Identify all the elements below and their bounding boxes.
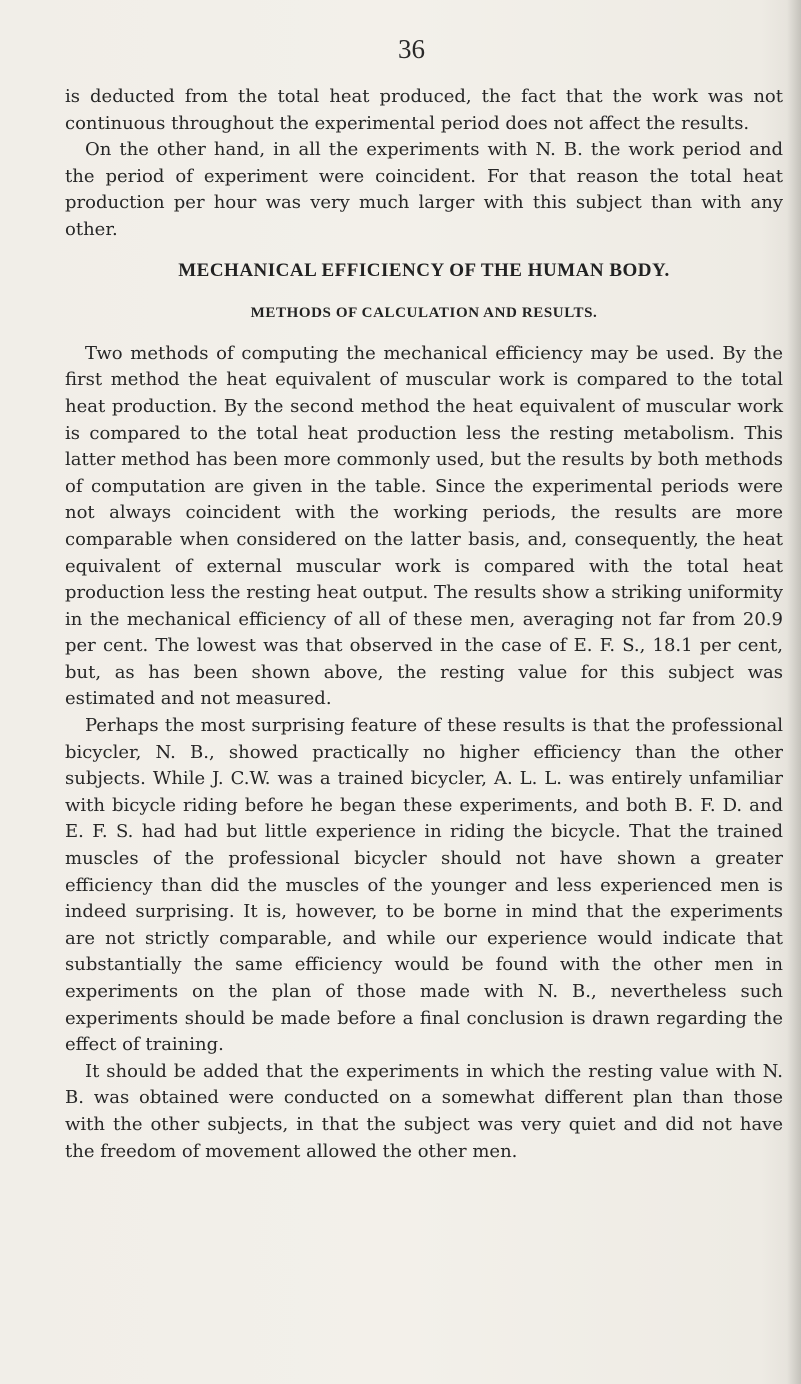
page-number: 36 [398,34,425,64]
page-body [65,84,783,1165]
section-heading: MECHANICAL EFFICIENCY OF THE HUMAN BODY. [178,259,670,281]
section-subheading: METHODS OF CALCULATION AND RESULTS. [250,305,598,322]
page-edge-shadow [787,0,801,1384]
paragraph-nb-work-period: On the other hand, in all the experiments with N. B. the work period and the period of experiment were coincident. For that reason the total heat production per hour was very much larger with this subject than with any other. [65,139,783,240]
paragraph-professional-bicycler: Perhaps the most surprising feature of these results is that the professional bicycler, N. B., showed practically no higher efficiency than the other subjects. While J. C.W. was a trained bicycler, A. L. L. was entirely unfamiliar with bicycle riding before he began these experiments, and both B. F. D. and E. F. S. had had but little experience in riding the bicycle. That the trained muscles of the professional bicycler should not have shown a greater efficiency than did the muscles of the younger and less experienced men is indeed surprising. It is, however, to be borne in mind that the experiments are not strictly comparable, and while our experience would indicate that substantially the same efficiency would be found with the other men in experiments on the plan of those made with N. B., nevertheless such experiments should be made before a final conclusion is drawn regarding the effect of training. [65,715,783,1056]
paragraph-continuation: is deducted from the total heat produced, the fact that the work was not continuous throughout the experimental period does not affect the results. [65,86,783,134]
paragraph-resting-value: It should be added that the experiments in which the resting value with N. B. was obtained were conducted on a somewhat different plan than those with the other subjects, in that the subject was very quiet and did not have the freedom of movement allowed the other men. [65,1060,783,1162]
paragraph-methods: Two methods of computing the mechanical efficiency may be used. By the first method the heat equivalent of muscular work is compared to the total heat production. By the second method the heat equivalent of muscular work is compared to the total heat production less the resting metabolism. This latter method has been more commonly used, but the results by both methods of computation are given in the table. Since the experimental periods were not always coincident with the working periods, the results are more comparable when considered on the latter basis, and, consequently, the heat equivalent of external muscular work is compared with the total heat production less the resting heat output. The results show a striking uniformity in the mechanical efficiency of all of these men, averaging not far from 20.9 per cent. The lowest was that observed in the case of E. F. S., 18.1 per cent, but, as has been shown above, the resting value for this subject was estimated and not measured. [65,342,783,710]
